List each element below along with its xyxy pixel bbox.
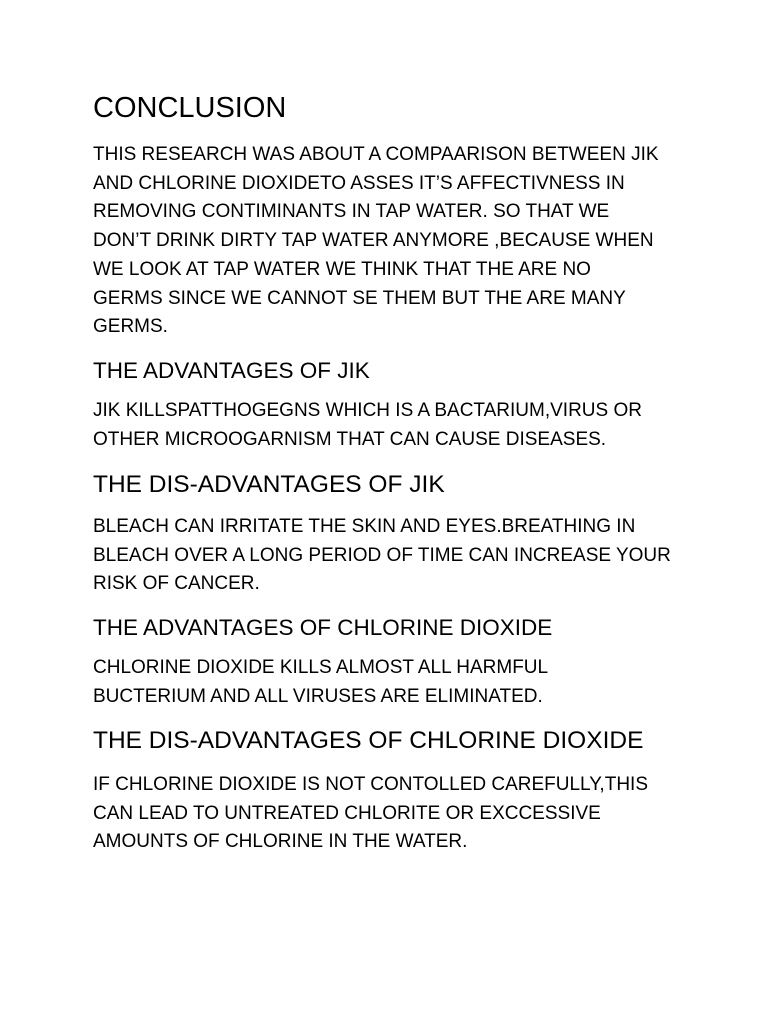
paragraph-line: RISK OF CANCER. [93,573,260,595]
paragraph-line: BLEACH CAN IRRITATE THE SKIN AND EYES.BREATHING IN [93,516,636,537]
section-heading-jik-advantages: THE ADVANTAGES OF JIK [93,358,370,383]
section-heading-chlorine-dioxide-advantages: THE ADVANTAGES OF CHLORINE DIOXIDE [93,615,553,640]
paragraph-line: DON’T DRINK DIRTY TAP WATER ANYMORE ,BECAUSE WHEN [93,230,654,252]
page-title: CONCLUSION [93,92,287,124]
paragraph-line: AND CHLORINE DIOXIDETO ASSES IT’S AFFECTIVNESS IN [93,172,625,194]
chlorine-dioxide-advantages-paragraph [93,654,548,711]
paragraph-line: JIK KILLSPATTHOGEGNS WHICH IS A BACTARIUM,VIRUS OR [93,400,642,421]
paragraph-line: OTHER MICROOGARNISM THAT CAN CAUSE DISEASES. [93,428,607,450]
paragraph-line: GERMS. [93,316,168,338]
chlorine-dioxide-disadvantages-paragraph [93,771,648,857]
section-heading-chlorine-dioxide-disadvantages: THE DIS-ADVANTAGES OF CHLORINE DIOXIDE [93,727,644,754]
paragraph-line: WE LOOK AT TAP WATER WE THINK THAT THE ARE NO [93,258,591,280]
jik-advantages-paragraph [93,397,642,454]
paragraph-line: CHLORINE DIOXIDE KILLS ALMOST ALL HARMFUL [93,657,549,678]
paragraph-line: AMOUNTS OF CHLORINE IN THE WATER. [93,831,468,853]
document-page [93,0,693,1024]
paragraph-line: CAN LEAD TO UNTREATED CHLORITE OR EXCCESSIVE [93,802,601,824]
section-heading-jik-disadvantages: THE DIS-ADVANTAGES OF JIK [93,471,445,498]
paragraph-line: REMOVING CONTIMINANTS IN TAP WATER. SO THAT WE [93,201,610,223]
paragraph-line: GERMS SINCE WE CANNOT SE THEM BUT THE ARE MANY [93,287,626,309]
paragraph-line: BLEACH OVER A LONG PERIOD OF TIME CAN INCREASE YOUR [93,544,671,566]
paragraph-line: THIS RESEARCH WAS ABOUT A COMPAARISON BETWEEN JIK [93,144,659,165]
paragraph-line: BUCTERIUM AND ALL VIRUSES ARE ELIMINATED. [93,685,543,707]
paragraph-line: IF CHLORINE DIOXIDE IS NOT CONTOLLED CAREFULLY,THIS [93,774,648,795]
jik-disadvantages-paragraph [93,513,671,599]
intro-paragraph [93,141,659,342]
